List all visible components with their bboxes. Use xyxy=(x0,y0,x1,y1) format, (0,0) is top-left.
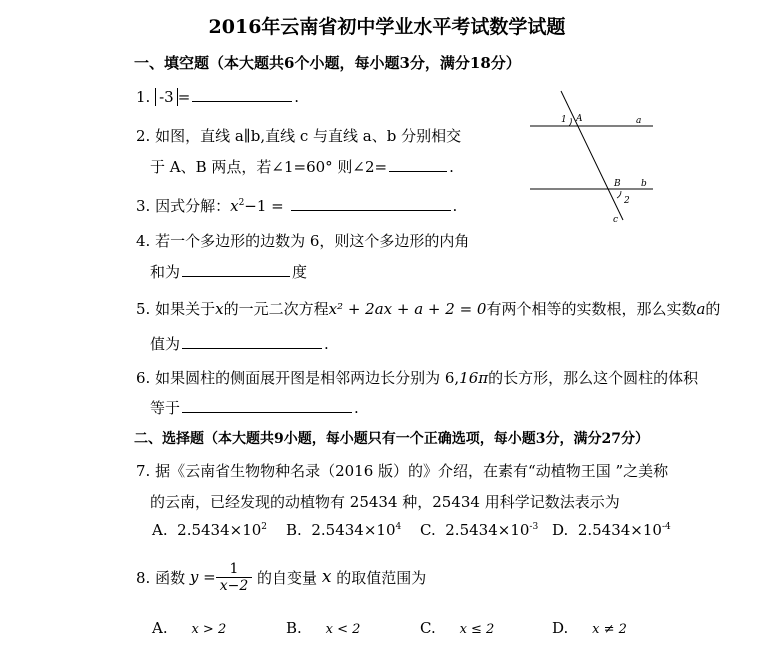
page-title: 2016年云南省初中学业水平考试数学试题 xyxy=(208,16,566,38)
answer-blank-1[interactable] xyxy=(192,100,292,102)
quadratic-equation: x² + 2ax + a + 2 = 0 xyxy=(328,300,487,318)
question-7-line-2: 的云南，已经发现的动植物有 25434 种，25434 用科学记数法表示为 xyxy=(150,493,620,511)
pi-expression: 16π xyxy=(459,369,489,387)
variable-x: x xyxy=(321,567,332,587)
option-base: 2.5434×10 xyxy=(177,521,262,539)
question-3-expr: −1 = xyxy=(244,197,284,215)
question-2-line-2: 于 A、B 两点，若∠1=60° 则∠2= . xyxy=(150,158,454,176)
question-8-text-b: 的自变量 xyxy=(257,568,318,587)
question-6-text-c: 等于 xyxy=(150,399,181,417)
function-y: y = xyxy=(189,568,216,586)
question-7-line-1: 7. 据《云南省生物物种名录（2016 版）的》介绍，在素有“动植物王国 ”之美称 xyxy=(136,462,669,480)
option-label: D. xyxy=(552,521,569,539)
question-7-option-d[interactable] xyxy=(552,521,671,539)
answer-blank-3[interactable] xyxy=(291,209,451,211)
equals-sign: = xyxy=(177,88,191,106)
label-line-b: b xyxy=(641,179,647,189)
question-6-text-a: 6. 如果圆柱的侧面展开图是相邻两边长分别为 6, xyxy=(136,369,460,387)
question-6-line-2: 等于 . xyxy=(150,399,359,417)
question-1: 1. -3 = . xyxy=(136,88,300,106)
line-c xyxy=(561,91,623,220)
question-2-line-1: 2. 如图，直线 a∥b,直线 c 与直线 a、b 分别相交 xyxy=(136,127,462,145)
answer-blank-6[interactable] xyxy=(182,411,352,413)
option-exponent: -3 xyxy=(529,522,539,532)
question-8-option-d[interactable] xyxy=(552,619,627,637)
label-angle-1: 1 xyxy=(561,115,567,125)
option-exponent: 4 xyxy=(395,522,402,532)
absolute-value-expression: -3 xyxy=(155,88,178,106)
fraction xyxy=(216,561,253,594)
option-label: D. xyxy=(552,619,569,637)
question-4-text-a: 和为 xyxy=(150,263,181,281)
exponent: 2 xyxy=(238,198,245,208)
question-5-text-e: 值为 xyxy=(150,335,181,353)
question-7-option-b[interactable] xyxy=(286,521,401,539)
option-label: C. xyxy=(420,619,436,637)
question-4-line-2 xyxy=(150,261,307,282)
answer-blank-4[interactable] xyxy=(182,275,290,277)
question-5-text-d: 的 xyxy=(705,300,721,318)
question-6-line-1 xyxy=(136,367,698,388)
label-point-B: B xyxy=(614,179,621,189)
option-expression: x ≤ 2 xyxy=(459,622,495,637)
option-label: B. xyxy=(286,619,302,637)
option-label: B. xyxy=(286,521,302,539)
question-7-option-a[interactable] xyxy=(152,521,267,539)
answer-blank-5[interactable] xyxy=(182,347,322,349)
question-4-text-b: 度 xyxy=(292,263,308,281)
option-exponent: 2 xyxy=(261,522,268,532)
option-exponent: -4 xyxy=(661,522,671,532)
option-base: 2.5434×10 xyxy=(577,521,662,539)
parallel-lines-figure xyxy=(525,88,665,228)
question-8-option-a[interactable] xyxy=(152,619,226,637)
angle-1-arc xyxy=(569,118,571,126)
question-5-text-b: 的一元二次方程 xyxy=(223,300,329,318)
fraction-denominator: x−2 xyxy=(219,577,249,594)
question-5-text-a: 5. 如果关于 xyxy=(136,300,216,318)
question-1-number: 1. xyxy=(136,88,151,106)
option-label: A. xyxy=(152,521,168,539)
option-label: C. xyxy=(420,521,436,539)
section-fill-blank-heading: 一、填空题（本大题共6个小题，每小题3分，满分18分） xyxy=(134,54,521,72)
question-8 xyxy=(136,556,426,598)
question-3-text: 3. 因式分解： xyxy=(136,197,231,215)
option-expression: x > 2 xyxy=(191,622,227,637)
question-8-option-c[interactable] xyxy=(420,619,494,637)
fraction-numerator: 1 xyxy=(216,561,253,578)
variable-a: a xyxy=(696,300,706,318)
label-line-c: c xyxy=(613,215,619,225)
question-6-text-b: 的长方形，那么这个圆柱的体积 xyxy=(488,369,699,387)
angle-2-arc xyxy=(617,191,621,198)
section-choice-heading: 二、选择题（本大题共9小题，每小题只有一个正确选项，每小题3分，满分27分） xyxy=(134,431,649,447)
variable-x: x xyxy=(215,300,224,318)
variable-x: x xyxy=(230,197,239,215)
question-4-line-1: 4. 若一个多边形的边数为 6，则这个多边形的内角 xyxy=(136,232,470,250)
question-8-text-c: 的取值范围为 xyxy=(336,568,427,587)
label-point-A: A xyxy=(576,114,583,124)
answer-blank-2[interactable] xyxy=(389,170,447,172)
question-7-option-c[interactable] xyxy=(420,521,538,539)
question-5-text-c: 有两个相等的实数根，那么实数 xyxy=(486,300,697,318)
question-8-option-b[interactable] xyxy=(286,619,360,637)
option-expression: x < 2 xyxy=(325,622,361,637)
label-angle-2: 2 xyxy=(624,196,630,206)
label-line-a: a xyxy=(636,116,642,126)
question-8-text-a: 8. 函数 xyxy=(136,568,186,587)
option-base: 2.5434×10 xyxy=(445,521,530,539)
question-3: 3. 因式分解：$x^2-1$ = . xyxy=(136,197,458,215)
option-expression: x ≠ 2 xyxy=(592,622,627,637)
question-2-text: 于 A、B 两点，若∠1=60° 则∠2= xyxy=(150,158,388,176)
question-5-line-1 xyxy=(136,298,720,319)
question-5-line-2: 值为 . xyxy=(150,335,329,353)
option-base: 2.5434×10 xyxy=(311,521,396,539)
option-label: A. xyxy=(152,619,168,637)
